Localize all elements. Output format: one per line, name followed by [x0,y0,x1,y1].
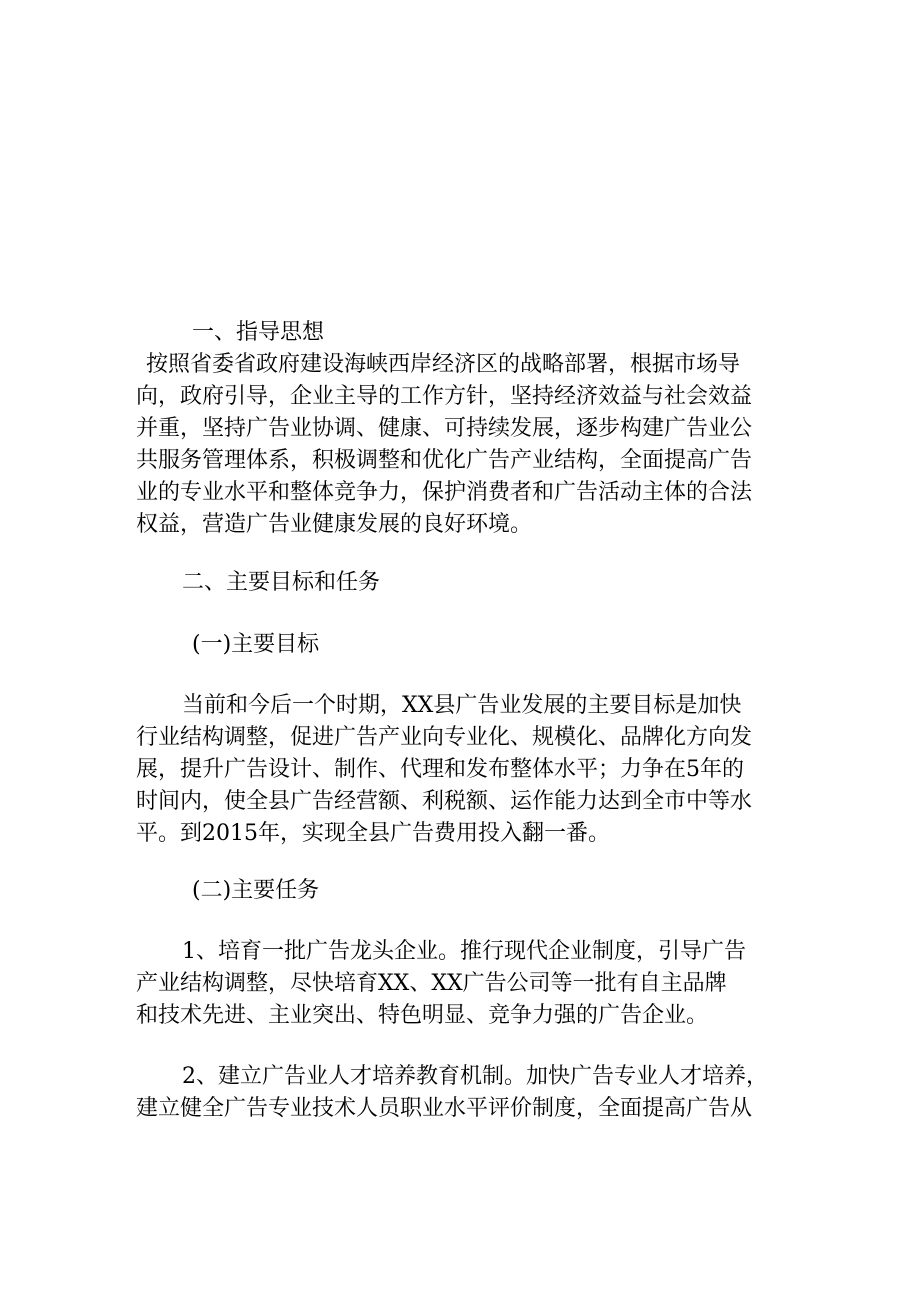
paragraph-line: 权益，营造广告业健康发展的良好环境。 [136,512,533,537]
paragraph-line: 平。到2015年，实现全县广告费用投入翻一番。 [136,821,610,846]
paragraph-line: 展，提升广告设计、制作、代理和发布整体水平；力争在5年的 [136,757,744,782]
paragraph-line: 按照省委省政府建设海峡西岸经济区的战略部署，根据市场导 [146,352,741,377]
paragraph-line: 建立健全广告专业技术人员职业水平评价制度，全面提高广告从 [136,1096,753,1121]
paragraph-line: 当前和今后一个时期，XX县广告业发展的主要目标是加快 [182,693,742,718]
paragraph-line: 向，政府引导，企业主导的工作方针，坚持经济效益与社会效益 [136,384,753,409]
paragraph-line: 业的专业水平和整体竞争力，保护消费者和广告活动主体的合法 [136,480,753,505]
paragraph-line: 产业结构调整，尽快培育XX、XX广告公司等一批有自主品牌 [136,971,727,996]
paragraph-line: 和技术先进、主业突出、特色明显、竞争力强的广告企业。 [136,1003,709,1028]
subsection-heading-main-goals: (一)主要目标 [192,632,320,657]
paragraph-line: 时间内，使全县广告经营额、利税额、运作能力达到全市中等水 [136,789,753,814]
paragraph-line: 1、培育一批广告龙头企业。推行现代企业制度，引导广告 [182,939,746,964]
paragraph-line: 并重，坚持广告业协调、健康、可持续发展，逐步构建广告业公 [136,416,753,441]
paragraph-line: 行业结构调整，促进广告产业向专业化、规模化、品牌化方向发 [136,725,753,750]
paragraph-line: 2、建立广告业人才培养教育机制。加快广告专业人才培养， [182,1064,768,1089]
subsection-heading-main-tasks: (二)主要任务 [192,878,320,903]
paragraph-line: 共服务管理体系，积极调整和优化广告产业结构，全面提高广告 [136,448,753,473]
section-heading-goals-and-tasks: 二、主要目标和任务 [182,570,381,595]
section-heading-guiding-ideology: 一、指导思想 [192,320,325,345]
